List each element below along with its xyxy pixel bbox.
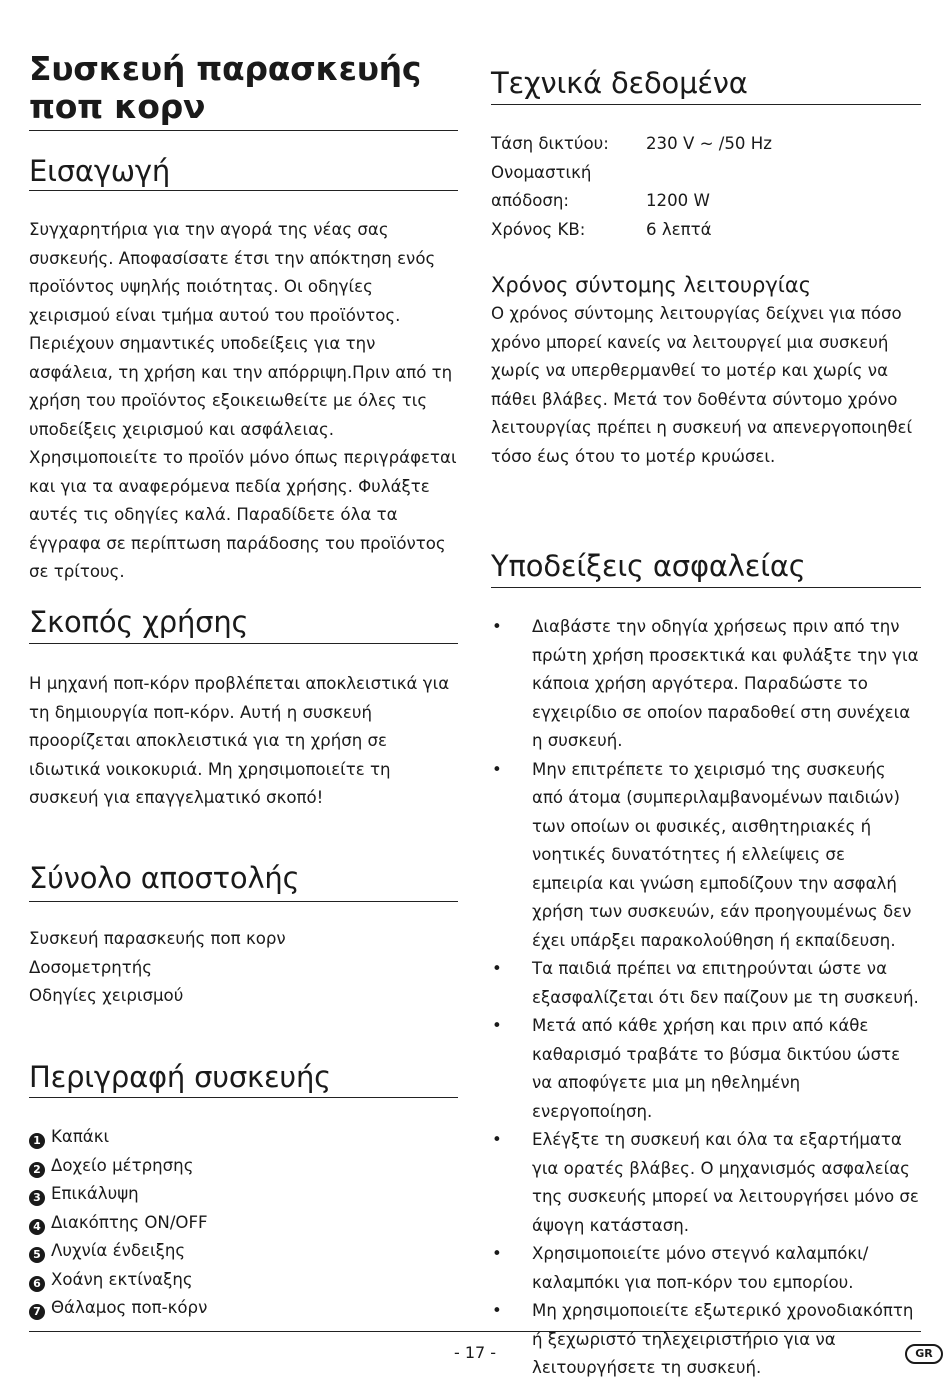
short-time-heading: Χρόνος σύντομης λειτουργίας	[491, 273, 812, 297]
tech-value: 1200 W	[646, 191, 710, 210]
tech-value: 6 λεπτά	[646, 219, 712, 239]
safety-list	[491, 613, 921, 1383]
list-item: • Διαβάστε την οδηγία χρήσεως πριν από την πρώτη χρήση προσεκτικά και φυλάξτε την για κάποια χρήση αργότερα. Παραδώστε το εγχειρίδιο σε οποίον παραδοθεί στη συνέχεια η συσκευή.	[491, 613, 921, 756]
tech-label: Ονομαστική	[491, 162, 592, 182]
list-item: • Ελέγξτε τη συσκευή και όλα τα εξαρτήματα για ορατές βλάβες. Ο μηχανισμός ασφαλείας της συσκευής μπορεί να λειτουργήσει μόνο σε άψογη κατάσταση.	[491, 1126, 921, 1240]
tech-rule	[491, 104, 921, 105]
list-item	[29, 1237, 208, 1266]
safety-heading: Υποδείξεις ασφαλείας	[491, 549, 806, 583]
intro-rule	[29, 190, 458, 191]
purpose-text: Η μηχανή ποπ-κόρν προβλέπεται αποκλειστικά για τη δημιουργία ποπ-κόρν. Αυτή η συσκευή προορίζεται αποκλειστικά για τη χρήση σε ιδιωτικά νοικοκυριά. Μη χρησιμοποιείτε τη συσκευή για επαγγελματικό σκοπό!	[29, 674, 450, 807]
short-time-text: Ο χρόνος σύντομης λειτουργίας δείχνει για πόσο χρόνο μπορεί κανείς να λειτουργεί μια συσκευή χωρίς να υπερθερμανθεί το μοτέρ και χωρίς να πάθει βλάβες. Μετά τον δοθέντα σύντομο χρόνο λειτουργίας πρέπει η συσκευή να απενεργοποιηθεί τόσο έως ότου το μοτέρ κρυώσει.	[491, 304, 913, 466]
intro-heading: Εισαγωγή	[29, 154, 171, 188]
number-badge: 5	[29, 1247, 45, 1263]
description-rule	[29, 1097, 458, 1098]
list-item: • Μετά από κάθε χρήση και πριν από κάθε καθαρισμό τραβάτε το βύσμα δικτύου ώστε να αποφύγετε μια μη ηθελημένη ενεργοποίηση.	[491, 1012, 921, 1126]
list-item	[29, 1123, 208, 1152]
list-item: • Μη χρησιμοποιείτε εξωτερικό χρονοδιακόπτη ή ξεχωριστό τηλεχειριστήριο για να λειτουργήσετε τη συσκευή.	[491, 1297, 921, 1383]
part-label: Λυχνία ένδειξης	[51, 1241, 186, 1260]
table-row	[491, 159, 772, 188]
safety-rule	[491, 587, 921, 588]
document-title: Συσκευή παρασκευής ποπ κορν	[29, 49, 422, 126]
part-label: Διακόπτης ON/OFF	[51, 1212, 208, 1232]
language-badge: GR	[905, 1344, 943, 1364]
list-item: • Τα παιδιά πρέπει να επιτηρούνται ώστε να εξασφαλίζεται ότι δεν παίζουν με τη συσκευή.	[491, 955, 921, 1012]
delivery-rule	[29, 901, 458, 902]
part-label: Δοχείο μέτρησης	[51, 1155, 194, 1175]
tech-value: 230 V ~ /50 Hz	[646, 134, 772, 153]
table-row	[491, 130, 772, 159]
list-item	[29, 1294, 208, 1323]
part-label: Καπάκι	[51, 1127, 110, 1146]
part-label: Χοάνη εκτίναξης	[51, 1269, 193, 1289]
tech-label: Χρόνος ΚΒ:	[491, 219, 586, 239]
purpose-heading: Σκοπός χρήσης	[29, 605, 249, 639]
part-label: Θάλαμος ποπ-κόρν	[51, 1298, 208, 1317]
list-item	[29, 1266, 208, 1295]
list-item: • Χρησιμοποιείτε μόνο στεγνό καλαμπόκι/ καλαμπόκι για ποπ-κόρν του εμπορίου.	[491, 1240, 921, 1297]
number-badge: 3	[29, 1190, 45, 1206]
table-row	[491, 187, 772, 216]
number-badge: 4	[29, 1219, 45, 1235]
part-label: Επικάλυψη	[51, 1184, 139, 1203]
tech-label: Τάση δικτύου:	[491, 134, 609, 153]
list-item	[29, 1152, 208, 1181]
list-item: • Μην επιτρέπετε το χειρισμό της συσκευής από άτομα (συμπεριλαμβανομένων παιδιών) των οποίων οι φυσικές, αισθητηριακές ή νοητικές δυνατότητες ή ελλείψεις σε εμπειρία και γνώση εμποδίζουν την ασφαλή χρήση των συσκευών, εάν προηγουμένως δεν έχει υπάρξει παρακολούθηση ή εκπαίδευση.	[491, 756, 921, 956]
number-badge: 7	[29, 1304, 45, 1320]
table-row	[491, 216, 772, 245]
footer-rule	[29, 1331, 921, 1332]
list-item	[29, 1209, 208, 1238]
tech-heading: Τεχνικά δεδομένα	[491, 66, 748, 100]
intro-text: Συγχαρητήρια για την αγορά της νέας σας συσκευής. Αποφασίσατε έτσι την απόκτηση ενός προϊόντος υψηλής ποιότητας. Οι οδηγίες χειρισμού είναι τμήμα αυτού του προϊόντος. Περιέχουν σημαντικές υποδείξεις για την ασφάλεια, τη χρήση και την απόρριψη.Πριν από τη χρήση του προϊόντος εξοικειωθείτε με όλες τις υποδείξεις χειρισμού και ασφάλειας. Χρησιμοποιείτε το προϊόν μόνο όπως περιγράφεται και για τα αναφερόμενα πεδία χρήσης. Φυλάξτε αυτές τις οδηγίες καλά. Παραδίδετε όλα τα έγγραφα σε περίπτωση παράδοσης του προϊόντος σε τρίτους.	[29, 220, 457, 581]
delivery-heading: Σύνολο αποστολής	[29, 861, 300, 895]
description-heading: Περιγραφή συσκευής	[29, 1060, 332, 1094]
list-item: Δοσομετρητής	[29, 957, 152, 977]
purpose-rule	[29, 643, 458, 644]
number-badge: 1	[29, 1133, 45, 1149]
page-number: - 17 -	[453, 1343, 497, 1362]
delivery-list	[29, 925, 286, 1011]
list-item: Οδηγίες χειρισμού	[29, 986, 184, 1005]
list-item: Συσκευή παρασκευής ποπ κορν	[29, 929, 286, 948]
tech-table	[491, 130, 772, 244]
number-badge: 6	[29, 1276, 45, 1292]
list-item	[29, 1180, 208, 1209]
number-badge: 2	[29, 1162, 45, 1178]
tech-label: απόδοση:	[491, 191, 570, 210]
parts-list	[29, 1123, 208, 1323]
title-rule	[29, 130, 458, 131]
